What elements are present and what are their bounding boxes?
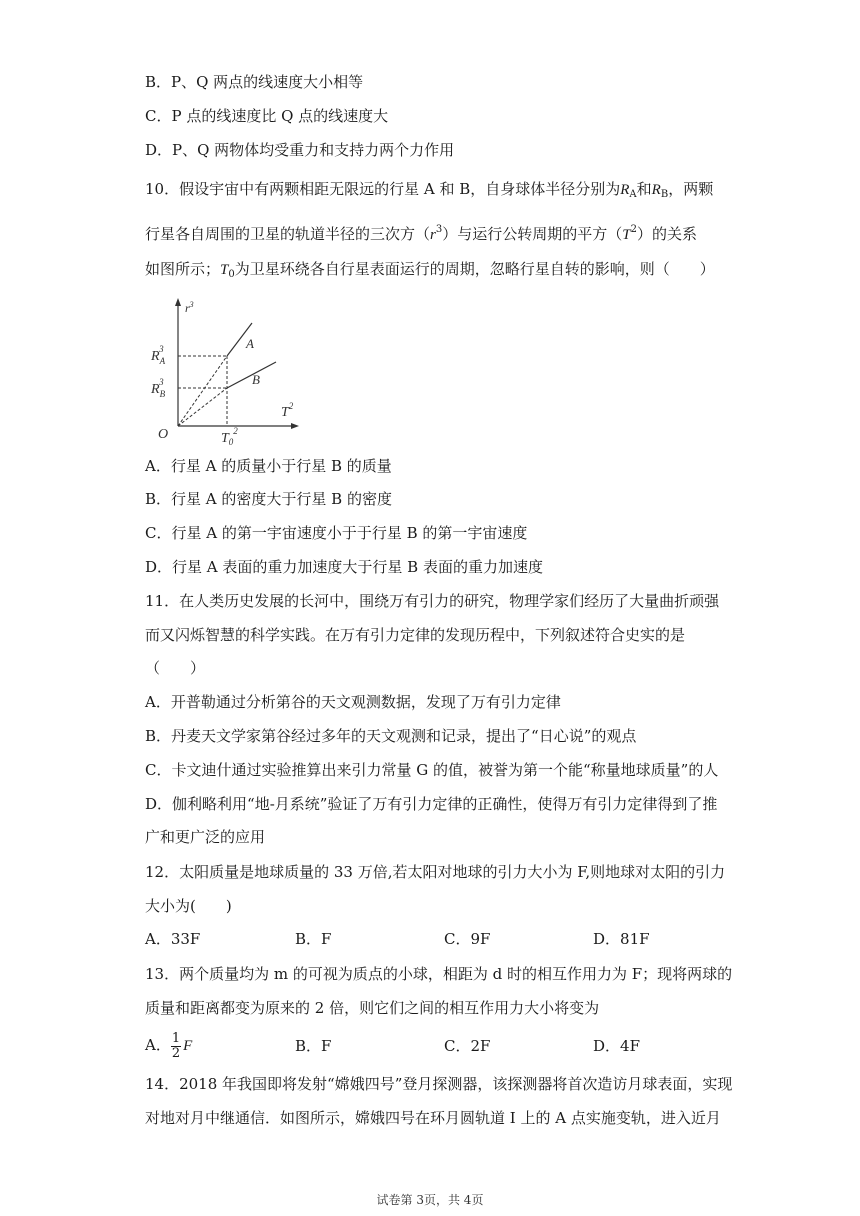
q11-option-d-line-1: D．伽利略利用“地-月系统”验证了万有引力定律的正确性，使得万有引力定律得到了推: [145, 795, 718, 813]
q11-option-d-line-2: 广和更广泛的应用: [145, 828, 266, 846]
q10-stem-line-1: 10．假设宇宙中有两颗相距无限远的行星 A 和 B，自身球体半径分别为$R_A$和$R_B$，两颗: [145, 180, 714, 200]
q10-stem-line-2: 行星各自周围的卫星的轨道半径的三次方$(r^3)$与运行公转周期的平方$(T^2)$的关系: [145, 224, 697, 243]
q11-option-c: C．卡文迪什通过实验推算出来引力常量 G 的值，被誉为第一个能“称量地球质量”的人: [145, 761, 719, 779]
line-b-label: B: [252, 372, 260, 387]
q11-option-a: A．开普勒通过分析第谷的天文观测数据，发现了万有引力定律: [145, 693, 561, 711]
rb-cubed-label: $R_B3$: [151, 377, 166, 399]
q10-option-b: B．行星 A 的密度大于行星 B 的密度: [145, 490, 392, 508]
q11-option-b: B．丹麦天文学家第谷经过多年的天文观测和记录，提出了“日心说”的观点: [145, 727, 637, 745]
x-axis-label: $T^2$: [281, 401, 294, 420]
t0-squared-label: $T_0^2$: [221, 426, 238, 446]
q13-stem-line-1: 13．两个质量均为 m 的可视为质点的小球，相距为 d 时的相互作用力为 F；现将两球的: [145, 965, 733, 983]
q9-option-b: B．P、Q 两点的线速度大小相等: [145, 73, 364, 91]
q9-option-c: C．P 点的线速度比 Q 点的线速度大: [145, 107, 389, 125]
q12-stem-line-1: 12．太阳质量是地球质量的 33 万倍,若太阳对地球的引力大小为 F,则地球对太阳的引力: [145, 863, 726, 881]
r3-t2-graph: [145, 296, 310, 446]
line-a-dashed: [178, 356, 227, 426]
q11-stem-line-3: （ ）: [145, 659, 206, 677]
q13-stem-line-2: 质量和距离都变为原来的 2 倍，则它们之间的相互作用力大小将变为: [145, 999, 600, 1017]
q11-stem-line-2: 而又闪烁智慧的科学实践。在万有引力定律的发现历程中，下列叙述符合史实的是: [145, 626, 686, 644]
q12-option-b: B．F: [295, 930, 332, 948]
q14-stem-line-2: 对地对月中继通信．如图所示，嫦娥四号在环月圆轨道 I 上的 A 点实施变轨，进入近月: [145, 1109, 721, 1127]
q13-option-b: B．F: [295, 1037, 332, 1055]
q13-option-c: C．2F: [444, 1037, 491, 1055]
q10-option-c: C．行星 A 的第一宇宙速度小于于行星 B 的第一宇宙速度: [145, 524, 528, 542]
ra-cubed-label: $R_A3$: [151, 344, 166, 366]
origin-label: O: [158, 427, 169, 442]
q12-option-c: C．9F: [444, 930, 491, 948]
y-axis-label: $r^3$: [185, 300, 194, 315]
q9-option-d: D．P、Q 两物体均受重力和支持力两个力作用: [145, 141, 455, 159]
x-axis-arrow: [291, 423, 299, 429]
q12-option-a: A．33F: [145, 930, 201, 948]
line-b-dashed: [178, 388, 227, 426]
q13-option-a: A． $\frac{1}{2}$ F: [145, 1030, 193, 1061]
q10-option-a: A．行星 A 的质量小于行星 B 的质量: [145, 457, 392, 475]
line-a-label: A: [246, 336, 254, 351]
page-footer: 试卷第 3页，共 4页: [376, 1193, 484, 1207]
q12-option-d: D．81F: [593, 930, 650, 948]
one-half-fraction: $\frac{1}{2}$: [171, 1030, 181, 1061]
q12-stem-line-2: 大小为( ): [145, 897, 232, 915]
q13-option-d: D．4F: [593, 1037, 640, 1055]
q10-stem-line-3: 如图所示；$T_0$为卫星环绕各自行星表面运行的周期，忽略行星自转的影响，则（ ）: [145, 260, 715, 280]
q11-stem-line-1: 11．在人类历史发展的长河中，围绕万有引力的研究，物理学家们经历了大量曲折顽强: [145, 592, 720, 610]
y-axis-arrow: [175, 298, 181, 306]
q14-stem-line-1: 14．2018 年我国即将发射“嫦娥四号”登月探测器，该探测器将首次造访月球表面，实现: [145, 1075, 733, 1093]
q10-option-d: D．行星 A 表面的重力加速度大于行星 B 表面的重力加速度: [145, 558, 543, 576]
